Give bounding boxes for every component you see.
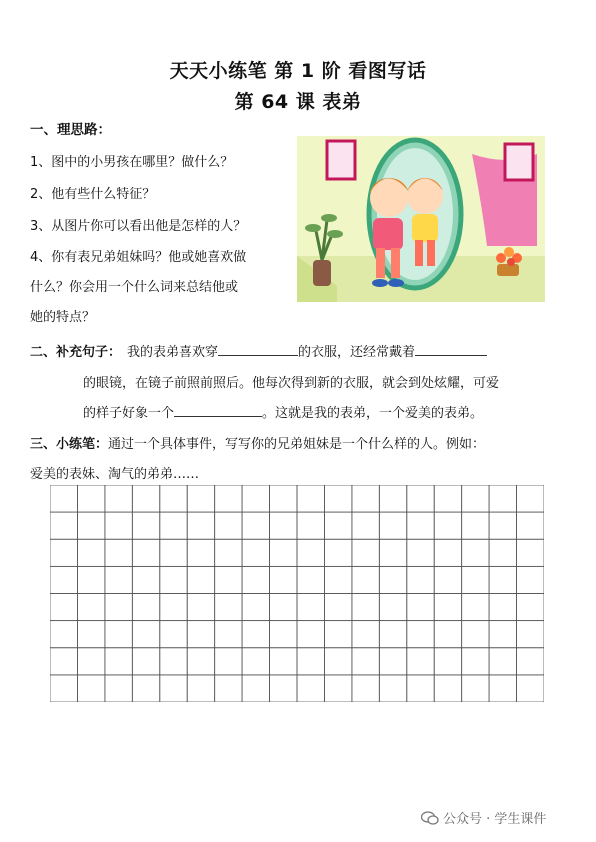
grid-cell[interactable]	[132, 648, 159, 675]
grid-cell[interactable]	[352, 539, 379, 566]
grid-cell[interactable]	[132, 512, 159, 539]
grid-cell[interactable]	[324, 512, 351, 539]
grid-cell[interactable]	[77, 675, 104, 702]
grid-cell[interactable]	[160, 566, 187, 593]
grid-cell[interactable]	[270, 566, 297, 593]
grid-cell[interactable]	[297, 566, 324, 593]
grid-cell[interactable]	[434, 566, 461, 593]
grid-cell[interactable]	[132, 621, 159, 648]
grid-cell[interactable]	[324, 566, 351, 593]
grid-cell[interactable]	[352, 648, 379, 675]
grid-cell[interactable]	[379, 566, 406, 593]
grid-cell[interactable]	[297, 485, 324, 512]
grid-cell[interactable]	[379, 621, 406, 648]
grid-cell[interactable]	[270, 539, 297, 566]
grid-cell[interactable]	[160, 675, 187, 702]
grid-cell[interactable]	[407, 675, 434, 702]
grid-cell[interactable]	[105, 594, 132, 621]
grid-cell[interactable]	[77, 566, 104, 593]
grid-cell[interactable]	[517, 594, 544, 621]
grid-cell[interactable]	[489, 566, 516, 593]
grid-cell[interactable]	[215, 566, 242, 593]
grid-cell[interactable]	[324, 675, 351, 702]
grid-cell[interactable]	[242, 594, 269, 621]
grid-cell[interactable]	[242, 648, 269, 675]
grid-cell[interactable]	[105, 485, 132, 512]
boy-looking-in-mirror-illustration	[297, 136, 545, 302]
grid-cell[interactable]	[379, 648, 406, 675]
grid-cell[interactable]	[324, 485, 351, 512]
grid-cell[interactable]	[160, 621, 187, 648]
grid-cell[interactable]	[517, 512, 544, 539]
grid-cell[interactable]	[407, 648, 434, 675]
sentence-part: 。这就是我的表弟，一个爱美的表弟。	[262, 406, 484, 421]
grid-cell[interactable]	[215, 485, 242, 512]
section3-line1	[30, 433, 485, 452]
grid-cell[interactable]	[215, 512, 242, 539]
grid-cell[interactable]	[379, 512, 406, 539]
grid-cell[interactable]	[434, 539, 461, 566]
grid-cell[interactable]	[489, 512, 516, 539]
grid-cell[interactable]	[297, 675, 324, 702]
grid-cell[interactable]	[489, 621, 516, 648]
grid-cell[interactable]	[379, 675, 406, 702]
grid-cell[interactable]	[407, 621, 434, 648]
grid-cell[interactable]	[132, 539, 159, 566]
grid-cell[interactable]	[407, 594, 434, 621]
grid-cell[interactable]	[187, 675, 214, 702]
grid-cell[interactable]	[187, 512, 214, 539]
watermark-text: 公众号 · 学生课件	[443, 812, 547, 827]
grid-cell[interactable]	[77, 648, 104, 675]
grid-cell[interactable]	[50, 675, 77, 702]
grid-cell[interactable]	[50, 566, 77, 593]
blank-clothes[interactable]	[218, 343, 298, 356]
grid-cell[interactable]	[462, 675, 489, 702]
grid-cell[interactable]	[160, 594, 187, 621]
grid-cell[interactable]	[352, 512, 379, 539]
grid-cell[interactable]	[407, 485, 434, 512]
grid-cell[interactable]	[434, 621, 461, 648]
grid-cell[interactable]	[324, 621, 351, 648]
grid-cell[interactable]	[132, 594, 159, 621]
grid-cell[interactable]	[434, 594, 461, 621]
grid-cell[interactable]	[517, 566, 544, 593]
grid-cell[interactable]	[242, 621, 269, 648]
grid-cell[interactable]	[215, 621, 242, 648]
grid-cell[interactable]	[352, 675, 379, 702]
grid-cell[interactable]	[215, 648, 242, 675]
grid-cell[interactable]	[242, 566, 269, 593]
question-1: 1、图中的小男孩在哪里？做什么？	[30, 155, 234, 170]
section1-heading: 一、理思路：	[30, 122, 111, 138]
grid-cell[interactable]	[270, 512, 297, 539]
grid-cell[interactable]	[517, 539, 544, 566]
question-4-line1: 4、你有表兄弟姐妹吗？他或她喜欢做	[30, 250, 247, 265]
grid-cell[interactable]	[489, 539, 516, 566]
grid-cell[interactable]	[270, 675, 297, 702]
grid-cell[interactable]	[517, 675, 544, 702]
grid-cell[interactable]	[324, 648, 351, 675]
grid-cell[interactable]	[160, 512, 187, 539]
grid-cell[interactable]	[324, 594, 351, 621]
grid-cell[interactable]	[77, 621, 104, 648]
section3-heading: 三、小练笔：	[30, 437, 109, 452]
grid-cell[interactable]	[462, 539, 489, 566]
grid-cell[interactable]	[297, 621, 324, 648]
grid-cell[interactable]	[270, 648, 297, 675]
grid-cell[interactable]	[352, 566, 379, 593]
grid-cell[interactable]	[489, 675, 516, 702]
grid-cell[interactable]	[270, 621, 297, 648]
grid-cell[interactable]	[132, 566, 159, 593]
question-2: 2、他有些什么特征？	[30, 187, 156, 202]
grid-cell[interactable]	[77, 512, 104, 539]
page-title: 天天小练笔 第 1 阶 看图写话	[169, 60, 427, 82]
grid-cell[interactable]	[270, 594, 297, 621]
section3-line2: 爱美的表妹、淘气的弟弟……	[30, 467, 200, 482]
section2-line1	[30, 341, 487, 360]
grid-cell[interactable]	[407, 539, 434, 566]
grid-cell[interactable]	[105, 566, 132, 593]
section2-line3	[83, 402, 483, 421]
grid-cell[interactable]	[215, 594, 242, 621]
grid-cell[interactable]	[489, 594, 516, 621]
grid-cell[interactable]	[50, 539, 77, 566]
grid-cell[interactable]	[434, 648, 461, 675]
grid-cell[interactable]	[462, 566, 489, 593]
grid-cell[interactable]	[105, 539, 132, 566]
grid-cell[interactable]	[379, 594, 406, 621]
grid-cell[interactable]	[242, 539, 269, 566]
sentence-part: 我的表弟喜欢穿	[127, 345, 219, 360]
grid-cell[interactable]	[297, 594, 324, 621]
grid-cell[interactable]	[462, 648, 489, 675]
blank-comparison[interactable]	[174, 404, 262, 417]
grid-cell[interactable]	[50, 512, 77, 539]
blank-glasses[interactable]	[415, 343, 487, 356]
question-3: 3、从图片你可以看出他是怎样的人？	[30, 219, 247, 234]
grid-cell[interactable]	[187, 485, 214, 512]
grid-cell[interactable]	[270, 485, 297, 512]
grid-cell[interactable]	[132, 485, 159, 512]
watermark	[421, 808, 546, 827]
grid-cell[interactable]	[132, 675, 159, 702]
grid-cell[interactable]	[434, 675, 461, 702]
grid-cell[interactable]	[160, 648, 187, 675]
grid-cell[interactable]	[297, 512, 324, 539]
grid-cell[interactable]	[517, 485, 544, 512]
grid-cell[interactable]	[187, 621, 214, 648]
grid-cell[interactable]	[462, 621, 489, 648]
grid-cell[interactable]	[379, 485, 406, 512]
grid-cell[interactable]	[242, 512, 269, 539]
grid-cell[interactable]	[50, 485, 77, 512]
grid-cell[interactable]	[77, 485, 104, 512]
grid-cell[interactable]	[215, 539, 242, 566]
grid-cell[interactable]	[324, 539, 351, 566]
grid-cell[interactable]	[379, 539, 406, 566]
grid-cell[interactable]	[462, 485, 489, 512]
grid-cell[interactable]	[215, 675, 242, 702]
grid-cell[interactable]	[187, 539, 214, 566]
grid-cell[interactable]	[242, 485, 269, 512]
grid-cell[interactable]	[105, 675, 132, 702]
grid-cell[interactable]	[77, 594, 104, 621]
grid-cell[interactable]	[517, 621, 544, 648]
section3-prompt: 通过一个具体事件，写写你的兄弟姐妹是一个什么样的人。例如：	[108, 437, 486, 452]
section2-heading: 二、补充句子：	[30, 345, 122, 360]
sentence-part: 的样子好象一个	[83, 406, 175, 421]
grid-cell[interactable]	[407, 566, 434, 593]
lesson-title: 第 64 课 表弟	[234, 91, 362, 113]
grid-cell[interactable]	[160, 539, 187, 566]
grid-cell[interactable]	[434, 512, 461, 539]
grid-cell[interactable]	[297, 539, 324, 566]
grid-cell[interactable]	[187, 566, 214, 593]
grid-cell[interactable]	[187, 648, 214, 675]
question-4-line2: 什么？你会用一个什么词来总结他或	[30, 280, 239, 295]
sentence-part: 的衣服，还经常戴着	[298, 345, 416, 360]
grid-cell[interactable]	[160, 485, 187, 512]
grid-cell[interactable]	[242, 675, 269, 702]
grid-cell[interactable]	[352, 594, 379, 621]
grid-cell[interactable]	[50, 648, 77, 675]
section2-line2: 的眼镜，在镜子前照前照后。他每次得到新的衣服，就会到处炫耀，可爱	[83, 376, 500, 391]
grid-cell[interactable]	[489, 485, 516, 512]
grid-cell[interactable]	[489, 648, 516, 675]
grid-cell[interactable]	[352, 485, 379, 512]
grid-cell[interactable]	[105, 512, 132, 539]
grid-cell[interactable]	[297, 648, 324, 675]
grid-cell[interactable]	[187, 594, 214, 621]
grid-cell[interactable]	[352, 621, 379, 648]
grid-cell[interactable]	[462, 594, 489, 621]
grid-cell[interactable]	[105, 621, 132, 648]
writing-grid[interactable]	[50, 485, 544, 702]
grid-cell[interactable]	[50, 594, 77, 621]
question-4-line3: 她的特点？	[30, 310, 96, 325]
wechat-icon	[421, 811, 439, 825]
grid-cell[interactable]	[517, 648, 544, 675]
grid-cell[interactable]	[462, 512, 489, 539]
grid-cell[interactable]	[50, 621, 77, 648]
grid-cell[interactable]	[77, 539, 104, 566]
grid-cell[interactable]	[434, 485, 461, 512]
grid-cell[interactable]	[105, 648, 132, 675]
grid-cell[interactable]	[407, 512, 434, 539]
